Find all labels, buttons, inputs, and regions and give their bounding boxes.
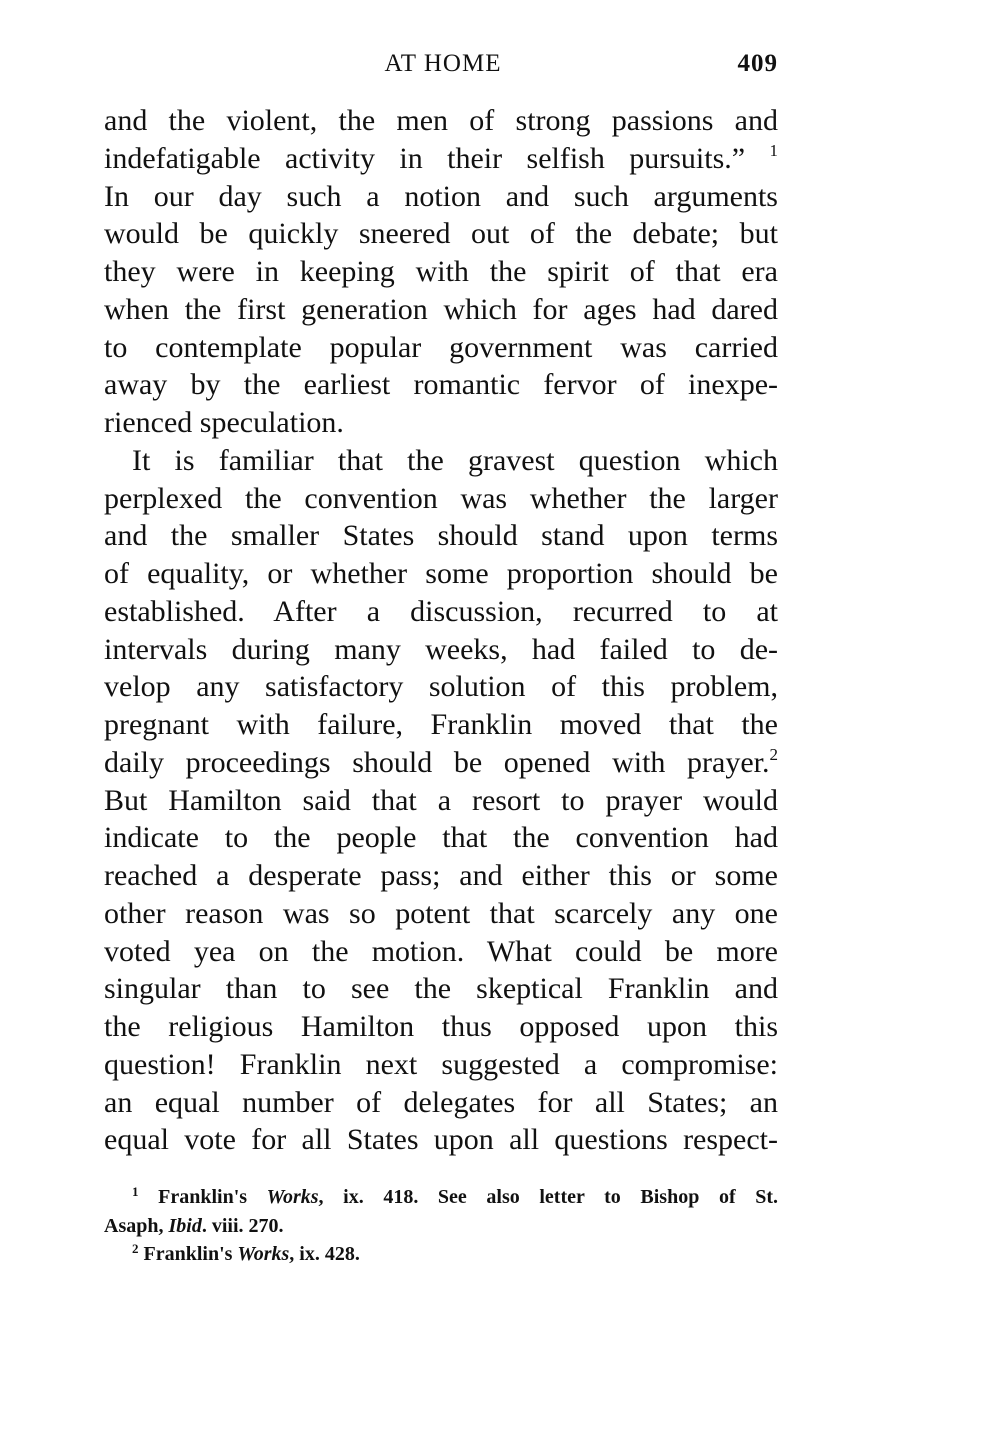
text-line: away by the earliest romantic fervor of inexpe- — [104, 368, 778, 402]
footnote-italic: Works — [266, 1186, 319, 1208]
footnote-2 — [104, 1240, 778, 1269]
text-line: It is familiar that the gravest question which — [132, 443, 778, 477]
text-line: established. After a discussion, recurred to at — [104, 594, 778, 628]
text-line: perplexed the convention was whether the larger — [104, 481, 778, 515]
paragraph-1 — [104, 102, 778, 442]
text-line: reached a desperate pass; and either this or some — [104, 859, 778, 892]
text-line: velop any satisfactory solution of this problem, — [104, 670, 778, 704]
text-line: when the first generation which for ages had dared — [104, 292, 778, 326]
footnote-text: Franklin's — [158, 1186, 267, 1208]
text-line: of equality, or whether some proportion should be — [104, 557, 778, 590]
text-line: In our day such a notion and such arguments — [104, 179, 778, 213]
text-line: would be quickly sneered out of the debate; but — [104, 217, 778, 251]
text-line: other reason was so potent that scarcely any one — [104, 896, 778, 930]
text-line: pregnant with failure, Franklin moved that the — [104, 708, 778, 741]
text-line: to contemplate popular government was carried — [104, 330, 778, 364]
page-number: 409 — [737, 50, 778, 77]
text-line: rienced speculation. — [104, 406, 344, 439]
footnotes — [104, 1183, 778, 1269]
text-line-content: daily proceedings should be opened with prayer. — [104, 745, 770, 779]
text-line — [104, 744, 778, 782]
text-line: and the smaller States should stand upon terms — [104, 519, 778, 553]
text-line — [104, 140, 778, 178]
paragraph-2 — [104, 442, 778, 1159]
text-line: singular than to see the skeptical Franklin and — [104, 972, 778, 1006]
footnote-mark: 1 — [132, 1184, 139, 1199]
footnote-text: Asaph, — [104, 1214, 169, 1237]
footnote-mark: 2 — [132, 1241, 139, 1256]
text-line: an equal number of delegates for all States; an — [104, 1085, 778, 1119]
footnote-ref: 2 — [769, 744, 778, 764]
footnote-1 — [104, 1183, 778, 1212]
footnote-text: , ix. 428. — [289, 1243, 360, 1265]
body-text — [104, 102, 778, 1159]
text-line: and the violent, the men of strong passions and — [104, 104, 778, 137]
text-line: But Hamilton said that a resort to prayer would — [104, 783, 778, 817]
footnote-text: , ix. 418. See also letter to Bishop of St. — [318, 1186, 779, 1208]
footnote-ref: 1 — [769, 140, 779, 160]
footnote-1-cont — [104, 1212, 778, 1241]
text-line: indicate to the people that the convention had — [104, 821, 778, 855]
footnote-italic: Works — [237, 1243, 290, 1265]
text-line-content: indefatigable activity in their selfish pursuits.” — [104, 141, 746, 175]
running-title: AT HOME — [384, 50, 502, 77]
footnote-text: . viii. 270. — [201, 1214, 284, 1237]
footnote-text: Franklin's — [143, 1243, 238, 1265]
text-line: voted yea on the motion. What could be more — [104, 934, 778, 968]
text-line: question! Franklin next suggested a compromise: — [104, 1047, 778, 1081]
text-line: equal vote for all States upon all questions respect- — [104, 1123, 778, 1157]
text-line: the religious Hamilton thus opposed upon this — [104, 1010, 778, 1043]
text-line: they were in keeping with the spirit of that era — [104, 255, 778, 288]
footnote-italic: Ibid — [168, 1214, 202, 1237]
text-line: intervals during many weeks, had failed to de- — [104, 632, 778, 666]
